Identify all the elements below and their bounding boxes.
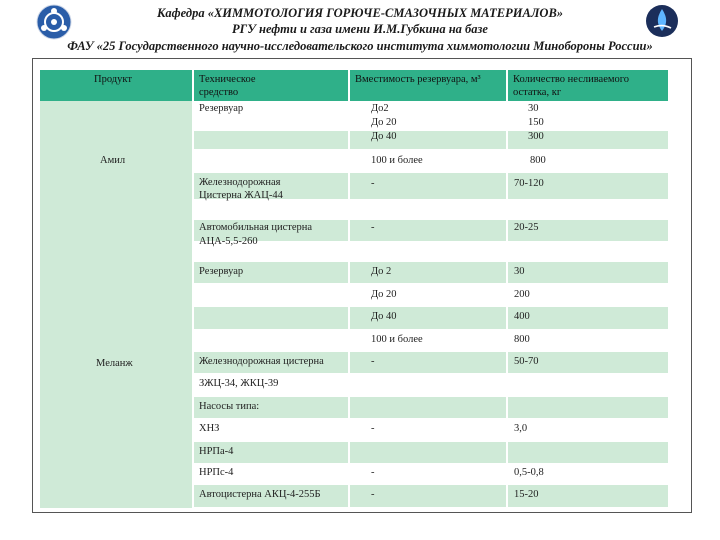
cell-device: НРПс-4 (199, 467, 234, 478)
col-header-product: Продукт (94, 74, 132, 85)
cell-device: Насосы типа: (199, 401, 260, 412)
cell-capacity: - (371, 489, 375, 500)
header-line-1: Кафедра «ХИММОТОЛОГИЯ ГОРЮЧЕ-СМАЗОЧНЫХ МАТЕРИАЛОВ» (156, 6, 564, 20)
header-line-3: ФАУ «25 Государственного научно-исследовательского института химмотологии Минобороны России» (67, 39, 653, 53)
cell-device: Цистерна ЖАЦ-44 (199, 190, 283, 201)
cell-capacity: До 20 (371, 117, 397, 128)
cell-device: Резервуар (199, 266, 244, 277)
cell-capacity: До 20 (371, 289, 397, 300)
cell-residue: 800 (530, 155, 546, 166)
row-band (192, 442, 668, 463)
cell-residue: 150 (528, 117, 544, 128)
product-amil: Амил (100, 155, 126, 166)
slide-header (0, 0, 720, 56)
cell-residue: 400 (514, 311, 530, 322)
cell-residue: 3,0 (514, 423, 528, 434)
cell-capacity: 100 и более (371, 155, 423, 166)
cell-device: ХНЗ (199, 423, 220, 434)
column-divider (506, 70, 508, 508)
col-header-residue-2: остатка, кг (513, 87, 562, 98)
cell-residue: 50-70 (514, 356, 539, 367)
cell-device: НРПа-4 (199, 446, 234, 457)
cell-residue: 70-120 (514, 178, 544, 189)
col-header-device: Техническое (199, 74, 256, 85)
row-band (192, 307, 668, 329)
cell-device: Резервуар (199, 103, 244, 114)
cell-residue: 800 (514, 334, 530, 345)
cell-device: ЗЖЦ-34, ЖКЦ-39 (199, 378, 279, 389)
cell-capacity: - (371, 423, 375, 434)
cell-residue: 30 (514, 266, 525, 277)
cell-device: Автоцистерна АКЦ-4-255Б (199, 489, 321, 500)
row-band (192, 131, 668, 149)
cell-device: Железнодорожная цистерна (199, 356, 324, 367)
cell-capacity: 100 и более (371, 334, 423, 345)
row-band (192, 397, 668, 418)
cell-device: Автомобильная цистерна (199, 222, 313, 233)
col-header-device-2: средство (199, 87, 239, 98)
cell-capacity: До 2 (371, 266, 392, 277)
product-melanzh: Меланж (96, 358, 133, 369)
header-line-2: РГУ нефти и газа имени И.М.Губкина на базе (232, 22, 488, 36)
cell-capacity: - (371, 467, 375, 478)
cell-capacity: До 40 (371, 311, 397, 322)
cell-device: АЦА-5,5-260 (199, 236, 258, 247)
cell-residue: 15-20 (514, 489, 539, 500)
cell-residue: 0,5-0,8 (514, 467, 544, 478)
column-divider (192, 70, 194, 508)
row-band (192, 262, 668, 283)
col-header-residue: Количество несливаемого (513, 74, 630, 85)
column-divider (348, 70, 350, 508)
cell-capacity: До2 (371, 103, 389, 114)
cell-residue: 30 (528, 103, 539, 114)
col-header-capacity: Вместимость резервуара, м³ (355, 74, 481, 85)
cell-residue: 20-25 (514, 222, 539, 233)
cell-capacity: - (371, 222, 375, 233)
cell-residue: 300 (528, 131, 544, 142)
university-logo-icon (645, 3, 679, 39)
cell-capacity: - (371, 178, 375, 189)
cell-device: Железнодорожная (199, 177, 281, 188)
cell-capacity: До 40 (371, 131, 397, 142)
cell-capacity: - (371, 356, 375, 367)
cell-residue: 200 (514, 289, 530, 300)
